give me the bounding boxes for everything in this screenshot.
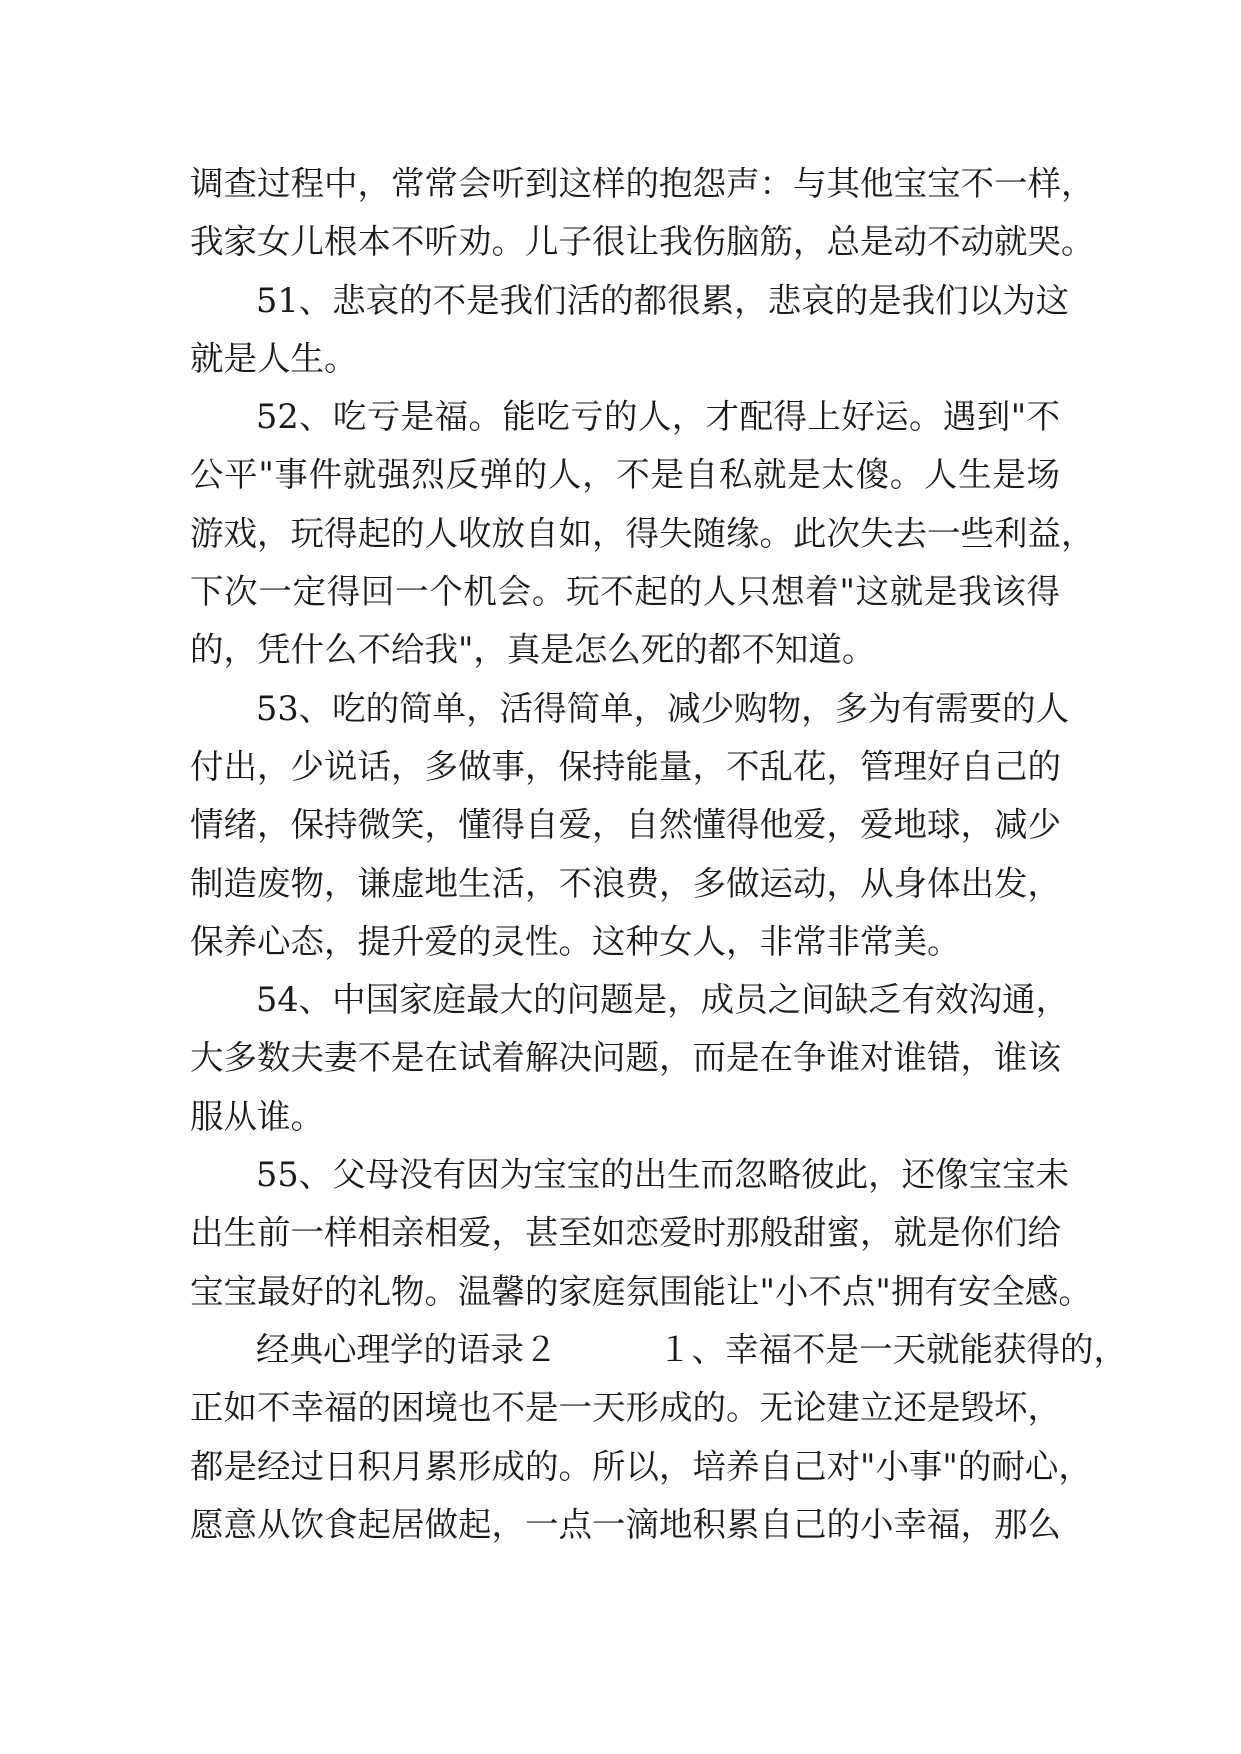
text-line: 愿意从饮食起居做起，一点一滴地积累自己的小幸福，那么 [190, 1504, 1061, 1544]
text-line: 宝宝最好的礼物。温馨的家庭氛围能让"小不点"拥有安全感。 [190, 1271, 1092, 1311]
text-line: 就是人生。 [190, 338, 358, 378]
text-line: 都是经过日积月累形成的。所以，培养自己对"小事"的耐心， [190, 1446, 1092, 1486]
text-line: 53、吃的简单，活得简单，减少购物，多为有需要的人 [256, 688, 1070, 728]
text-line: 保养心态，提升爱的灵性。这种女人，非常非常美。 [190, 921, 961, 961]
text-line: 下次一定得回一个机会。玩不起的人只想着"这就是我该得 [190, 572, 1060, 612]
text-line: 的，凭什么不给我"，真是怎么死的都不知道。 [190, 630, 876, 670]
text-line: 51、悲哀的不是我们活的都很累，悲哀的是我们以为这 [256, 280, 1070, 320]
text-line: 经典心理学的语录２ １、幸福不是一天就能获得的， [256, 1329, 1127, 1369]
text-line: 公平"事件就强烈反弹的人，不是自私就是太傻。人生是场 [190, 455, 1060, 495]
text-line: 大多数夫妻不是在试着解决问题，而是在争谁对谁错，谁该 [190, 1038, 1061, 1078]
text-line: 出生前一样相亲相爱，甚至如恋爱时那般甜蜜，就是你们给 [190, 1213, 1061, 1253]
body-text [190, 155, 1127, 1554]
text-line: 调查过程中，常常会听到这样的抱怨声：与其他宝宝不一样， [190, 164, 1095, 203]
text-line: 正如不幸福的困境也不是一天形成的。无论建立还是毁坏， [190, 1388, 1061, 1428]
text-line: 付出，少说话，多做事，保持能量，不乱花，管理好自己的 [190, 746, 1061, 786]
text-line: 52、吃亏是福。能吃亏的人，才配得上好运。遇到"不 [256, 397, 1060, 437]
text-line: 54、中国家庭最大的问题是，成员之间缺乏有效沟通， [256, 980, 1070, 1020]
text-line: 55、父母没有因为宝宝的出生而忽略彼此，还像宝宝未 [256, 1155, 1070, 1195]
text-line: 我家女儿根本不听劝。儿子很让我伤脑筋，总是动不动就哭。 [190, 222, 1095, 262]
text-line: 制造废物，谦虚地生活，不浪费，多做运动，从身体出发， [190, 863, 1061, 903]
text-line: 情绪，保持微笑，懂得自爱，自然懂得他爱，爱地球，减少 [190, 805, 1061, 845]
text-line: 游戏，玩得起的人收放自如，得失随缘。此次失去一些利益， [190, 513, 1095, 553]
text-line: 服从谁。 [190, 1096, 324, 1136]
